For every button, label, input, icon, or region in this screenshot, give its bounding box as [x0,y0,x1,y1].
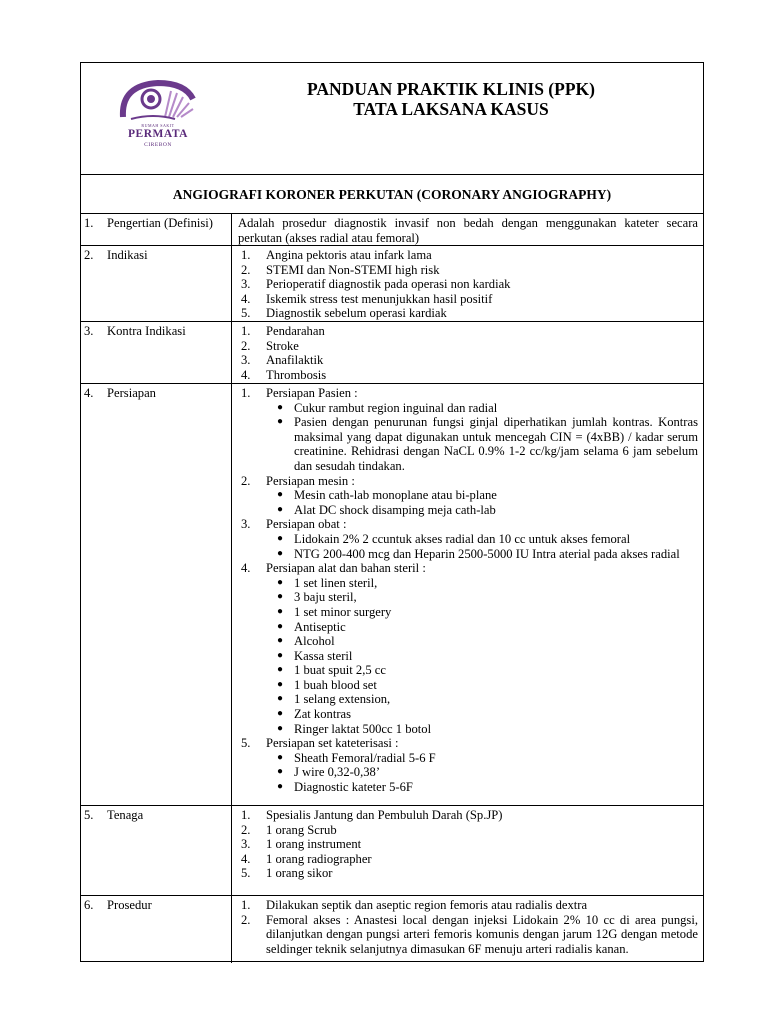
list-item: 4. Thrombosis [241,367,327,382]
row-number: 5. [84,808,94,822]
row-number: 1. [84,216,94,230]
row-number: 4. [84,386,94,400]
row-number: 2. [84,248,94,262]
list-item: 1. Pendarahan [241,324,325,338]
bullet-item: ● Pasien dengan penurunan fungsi ginjal diperhatikan jumlah kontras. Kontras maksimal yang dapat digunakan untuk mencegah CIN = (4xBB) / kadar serum creatinine. Rehidrasi dengan NaCL 0.9% 1-2 cc/kg/jam selama 6 jam sebelum dan sesudah tindakan. [277,415,698,473]
bullet-item: ● Zat kontras [277,707,352,722]
row-label: Persiapan [107,386,156,400]
document-header [81,63,703,175]
bullet-item: ● NTG 200-400 mcg dan Heparin 2500-5000 IU Intra aterial pada akses radial [277,546,680,561]
row-kontra-indikasi [81,322,703,384]
row-label: Tenaga [107,808,144,822]
bullet-item: ● Antiseptic [277,619,346,634]
list-item: 5. 1 orang sikor [241,866,333,881]
list-item: 3. 1 orang instrument [241,837,362,852]
row-prosedur [81,896,703,962]
procedure-topic: ANGIOGRAFI KORONER PERKUTAN (CORONARY ANGIOGRAPHY) [81,175,703,214]
row-label: Indikasi [107,248,148,262]
bullet-item: ● 1 set linen steril, [277,575,378,590]
logo-text-sub: CIREBON [144,142,172,148]
list-item: 4. Persiapan alat dan bahan steril : ● 1 set linen steril, ● 3 baju steril, ● 1 set minor surgery ● Antiseptic ● Alcohol ● Kassa steril ● 1 buat spuit 2,5 cc ● 1 buah blood set ● 1 selang extension, ● Zat kontras ● Ringer laktat 500cc 1 botol [238,561,698,736]
bullet-item: ● Sheath Femoral/radial 5-6 F [277,750,436,765]
row-label: Pengertian (Definisi) [107,216,213,230]
bullet-item: ● 1 buat spuit 2,5 cc [277,663,386,678]
bullet-item: ● Kassa steril [277,648,353,663]
row-content [238,898,698,956]
row-indikasi [81,246,703,322]
bullet-item: ● 1 buah blood set [277,677,377,692]
list-item: 5. Persiapan set kateterisasi : ● Sheath Femoral/radial 5-6 F ● J wire 0,32-0,38’ ● Diagnostic kateter 5-6F [238,736,698,794]
row-number: 6. [84,898,94,912]
row-content: Adalah prosedur diagnostik invasif non bedah dengan menggunakan kateter secara perkutan (akses radial atau femoral) [238,216,698,245]
bullet-item: ● J wire 0,32-0,38’ [277,765,381,780]
row-persiapan [81,384,703,806]
list-item: 2. 1 orang Scrub [241,822,337,837]
list-item: 2. Persiapan mesin : ● Mesin cath-lab monoplane atau bi-plane ● Alat DC shock disamping meja cath-lab [238,474,698,518]
hospital-logo [113,77,203,159]
list-item: 1. Angina pektoris atau infark lama [241,248,432,262]
bullet-item: ● Lidokain 2% 2 ccuntuk akses radial dan 10 cc untuk akses femoral [277,531,631,546]
document-subtitle: TATA LAKSANA KASUS [353,99,549,119]
bullet-item: ● 3 baju steril, [277,590,357,605]
bullet-item: ● Cukur rambut region inguinal dan radial [277,400,498,415]
logo-emblem-icon [113,77,203,125]
list-item: 3. Persiapan obat : ● Lidokain 2% 2 ccuntuk akses radial dan 10 cc untuk akses femoral ● NTG 200-400 mcg dan Heparin 2500-5000 IU Intra aterial pada akses radial [238,517,698,561]
row-pengertian [81,214,703,246]
bullet-item: ● 1 set minor surgery [277,604,392,619]
list-item: 4. Iskemik stress test menunjukkan hasil positif [241,291,493,306]
row-content [238,808,698,881]
row-content [238,324,698,382]
row-tenaga [81,806,703,896]
document-page [80,62,704,962]
bullet-item: ● 1 selang extension, [277,692,391,707]
list-item: 1. Spesialis Jantung dan Pembuluh Darah (Sp.JP) [241,808,503,822]
list-item: 3. Anafilaktik [241,353,324,368]
list-item: 4. 1 orang radiographer [241,851,372,866]
list-item: 5. Diagnostik sebelum operasi kardiak [241,306,447,321]
bullet-item: ● Mesin cath-lab monoplane atau bi-plane [277,488,497,503]
row-label: Prosedur [107,898,152,912]
bullet-item: ● Alat DC shock disamping meja cath-lab [277,502,496,517]
logo-text-main: PERMATA [128,128,188,140]
list-item: 1. Dilakukan septik dan aseptic region femoris atau radialis dextra [241,898,588,912]
logo-text-small: RUMAH SAKIT [141,123,175,128]
bullet-item: ● Diagnostic kateter 5-6F [277,780,413,795]
row-content [238,248,698,321]
bullet-item: ● Ringer laktat 500cc 1 botol [277,721,432,736]
document-title: PANDUAN PRAKTIK KLINIS (PPK) [307,79,595,99]
list-item: 1. Persiapan Pasien : ● Cukur rambut region inguinal dan radial ● Pasien dengan penurunan fungsi ginjal diperhatikan jumlah kontras. Kontras maksimal yang dapat digunakan untuk mencegah CIN = (4xBB) / kadar serum creatinine. Rehidrasi dengan NaCL 0.9% 1-2 cc/kg/jam selama 6 jam sebelum dan sesudah tindakan. [241,386,698,473]
row-number: 3. [84,324,94,338]
list-item: 2. Stroke [241,338,299,353]
row-label: Kontra Indikasi [107,324,186,338]
list-item: 2. STEMI dan Non-STEMI high risk [241,262,440,277]
list-item: 2. Femoral akses : Anastesi local dengan injeksi Lidokain 2% 10 cc di area pungsi, dilanjutkan dengan pungsi arteri femoris komunis dengan jarum 12G dengan metode seldinger teknik selanjutnya dimasukan 6F menuju arteri radialis kanan. [241,912,698,956]
bullet-item: ● Alcohol [277,634,335,649]
list-item: 3. Perioperatif diagnostik pada operasi non kardiak [241,277,511,292]
row-content [238,386,698,795]
